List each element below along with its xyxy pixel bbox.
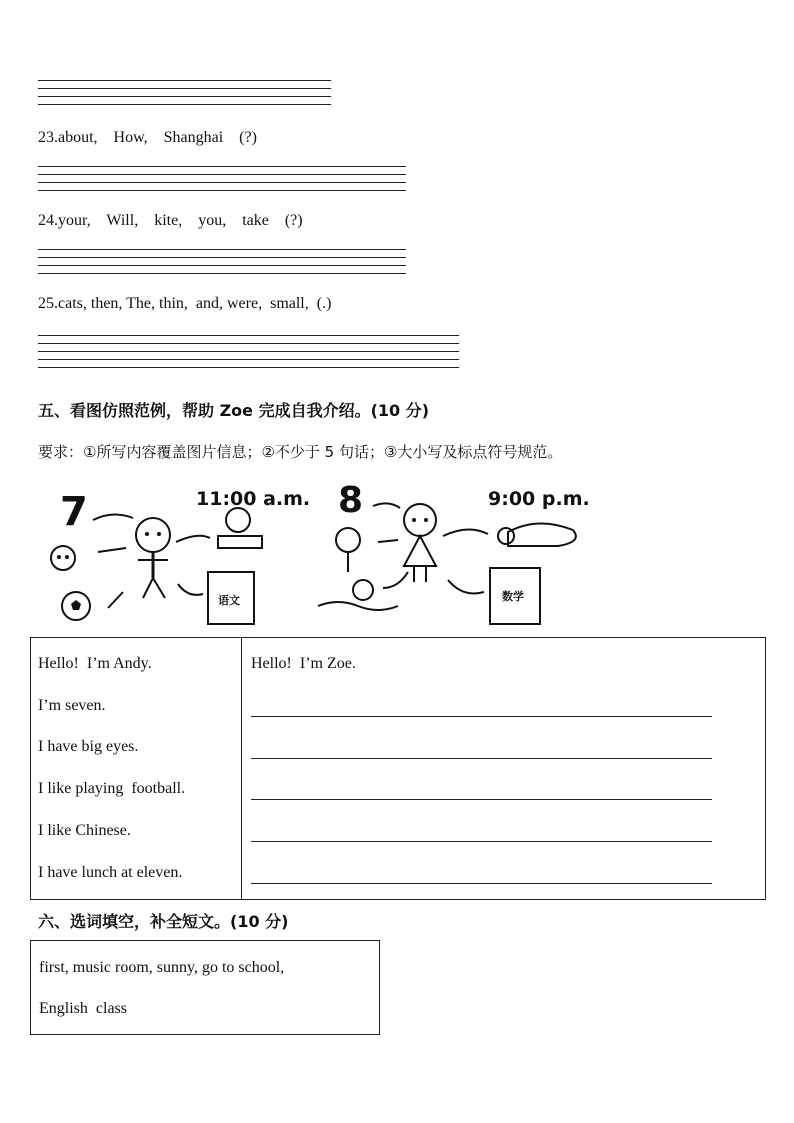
writing-line-1[interactable] <box>251 716 712 717</box>
word-bank-line-2: English class <box>39 1000 127 1017</box>
question-25: 25.cats, then, The, thin, and, were, small, (.) <box>38 295 332 312</box>
example-line-1: Hello! I’m Andy. <box>38 655 152 672</box>
example-line-4: I like playing football. <box>38 780 186 797</box>
answer-lines-22 <box>38 80 331 112</box>
table-divider <box>241 638 242 899</box>
section-6-title: 六、选词填空，补全短文。(10 分) <box>38 912 289 931</box>
girl-figure <box>404 504 436 582</box>
question-24: 24.your, Will, kite, you, take (?) <box>38 212 303 229</box>
boy-figure <box>136 518 170 598</box>
example-line-5: I like Chinese. <box>38 822 131 839</box>
question-23: 23.about, How, Shanghai (?) <box>38 129 257 146</box>
writing-line-3[interactable] <box>251 799 712 800</box>
self-intro-table <box>30 637 766 900</box>
section-5-requirement: 要求：①所写内容覆盖图片信息；②不少于 5 句话；③大小写及标点符号规范。 <box>38 443 563 461</box>
word-bank-box <box>30 940 380 1035</box>
zoe-age-label: 8 <box>338 480 364 521</box>
zoe-book-label: 数学 <box>502 590 524 603</box>
writing-line-2[interactable] <box>251 758 712 759</box>
math-book-icon <box>490 568 540 624</box>
example-line-3: I have big eyes. <box>38 738 139 755</box>
swimming-figure <box>318 580 398 610</box>
word-bank-line-1: first, music room, sunny, go to school, <box>39 959 285 976</box>
example-line-6: I have lunch at eleven. <box>38 864 183 881</box>
answer-lines-24 <box>38 249 406 281</box>
girl-face-small <box>336 528 360 572</box>
zoe-intro-line: Hello! I’m Zoe. <box>251 655 356 672</box>
boy-face-small <box>51 546 75 570</box>
boy-eating-figure <box>218 508 262 548</box>
writing-line-5[interactable] <box>251 883 712 884</box>
sleeping-figure <box>498 523 576 546</box>
football-icon <box>62 592 90 620</box>
picture-prompt <box>38 480 598 630</box>
example-line-2: I’m seven. <box>38 697 106 714</box>
answer-lines-23 <box>38 166 406 198</box>
writing-line-4[interactable] <box>251 841 712 842</box>
section-5-title: 五、看图仿照范例，帮助 Zoe 完成自我介绍。(10 分) <box>38 401 430 420</box>
zoe-time-label: 9:00 p.m. <box>488 488 590 510</box>
andy-age-label: 7 <box>60 489 88 535</box>
andy-book-label: 语文 <box>218 594 240 607</box>
chinese-book-icon <box>208 572 254 624</box>
andy-time-label: 11:00 a.m. <box>196 488 311 510</box>
answer-lines-25 <box>38 335 459 375</box>
